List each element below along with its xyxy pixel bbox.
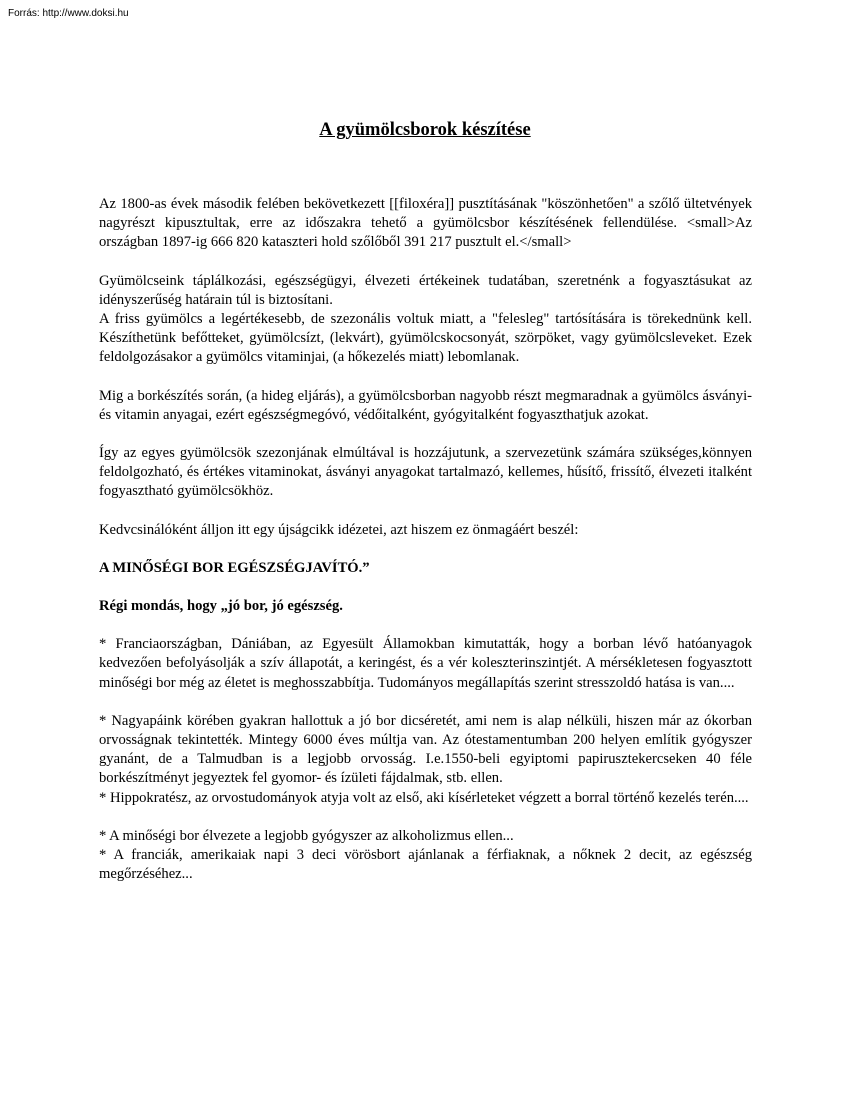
paragraph-winemaking: Mig a borkészítés során, (a hideg eljárás), a gyümölcsborban nagyobb részt megmaradnak a gyümölcs ásványi- és vitamin anyagai, ezért egészségmegóvó, védőitalként, gyógyitalként fogyaszthatjuk azokat. bbox=[99, 387, 752, 423]
bullet-paragraph-research: * Franciaországban, Dániában, az Egyesült Államokban kimutatták, hogy a borban lévő hatóanyagok kedvezően befolyásolják a szív állapotát, a keringést, és a vér koleszterinszintjét. A mérsékletesen fogyasztott minőségi bor még az életet is meghosszabbítja. Tudományos megállapítás szerint stresszoldó hatása is van.... bbox=[99, 636, 752, 691]
paragraph-phylloxera: Az 1800-as évek második felében bekövetkezett [[filoxéra]] pusztításának "köszönhetően" a szőlő ültetvények nagyrészt kipusztultak, erre az időszakra tehető a gyümölcsbor készítésének fellendülése. <small>Az országban 1897-ig 666 820 kataszteri hold szőlőből 391 217 pusztult el.</small> bbox=[99, 196, 752, 251]
paragraph-fresh-fruit: A friss gyümölcs a legértékesebb, de szezonális voltuk miatt, a "felesleg" tartósítására is törekednünk kell. Készíthetünk befőtteket, gyümölcsízt, (lekvárt), gyümölcskocsonyát, szörpöket, vagy gyümölcsleveket. Ezek feldolgozásakor a gyümölcs vitaminjai, (a hőkezelés miatt) lebomlanak. bbox=[99, 311, 752, 366]
paragraph-seasonal: Így az egyes gyümölcsök szezonjának elmúltával is hozzájutunk, a szervezetünk számára szükséges,könnyen feldolgozható, és értékes vitaminokat, ásványi anyagokat tartalmazó, kellemes, hűsítő, frissítő, élvezeti italként fogyasztható gyümölcsökhöz. bbox=[99, 445, 752, 500]
paragraph-teaser: Kedvcsinálóként álljon itt egy újságcikk idézetei, azt hiszem ez önmagáért beszél: bbox=[99, 521, 579, 538]
document-body bbox=[99, 195, 752, 884]
article-heading: A MINŐSÉGI BOR EGÉSZSÉGJAVÍTÓ.” bbox=[99, 559, 370, 576]
bullet-paragraph-history: * Nagyapáink körében gyakran hallottuk a jó bor dicséretét, ami nem is alap nélküli, hiszen már az ókorban orvosságnak tekintették. Mintegy 6000 éves múltja van. Az ótestamentumban 200 helyen említik gyógyszer gyanánt, de a Talmudban is a legjobb orvosság. I.e.1550-beli egyiptomi papirusztekercseken 40 féle borkészítményt jegyeztek fel gyomor- és ízületi fájdalmak, stb. ellen. bbox=[99, 712, 752, 787]
bullet-paragraph-alcoholism: * A minőségi bor élvezete a legjobb gyógyszer az alkoholizmus ellen... bbox=[99, 827, 514, 844]
source-attribution: Forrás: http://www.doksi.hu bbox=[8, 8, 129, 19]
paragraph-nutrition-values: Gyümölcseink táplálkozási, egészségügyi, élvezeti értékeinek tudatában, szeretnénk a fogyasztásukat az idényszerűség határain túl is biztosítani. bbox=[99, 272, 752, 308]
page-title: A gyümölcsborok készítése bbox=[319, 120, 531, 140]
bullet-paragraph-daily-dose: * A franciák, amerikaiak napi 3 deci vörösbort ajánlanak a férfiaknak, a nőknek 2 decit, az egészség megőrzéséhez... bbox=[99, 847, 752, 883]
article-subheading: Régi mondás, hogy „jó bor, jó egészség. bbox=[99, 598, 343, 615]
bullet-paragraph-hippocrates: * Hippokratész, az orvostudományok atyja volt az első, aki kísérleteket végzett a borral történő kezelés terén.... bbox=[99, 789, 749, 806]
